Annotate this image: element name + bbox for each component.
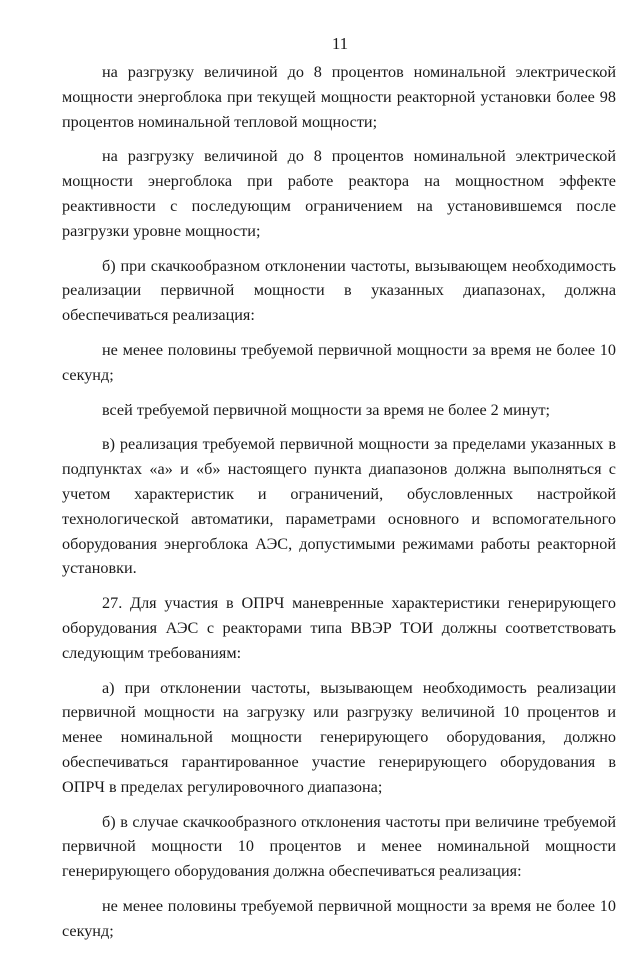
- paragraph: не менее половины требуемой первичной мощности за время не более 10 секунд;: [62, 340, 616, 384]
- paragraph: не менее половины требуемой первичной мощности за время не более 10 секунд;: [62, 896, 616, 940]
- paragraph: б) при скачкообразном отклонении частоты, вызывающем необходимость реализации первичной мощности в указанных диапазонах, должна обеспечиваться реализация:: [62, 256, 616, 325]
- paragraph: а) при отклонении частоты, вызывающем необходимость реализации первичной мощности на загрузку или разгрузку величиной 10 процентов и менее номинальной мощности генерирующего оборудования, должно обеспечиваться гарантированное участие генерирующего оборудования в ОПРЧ в пределах регулировочного диапазона;: [62, 678, 616, 796]
- paragraph: 27. Для участия в ОПРЧ маневренные характеристики генерирующего оборудования АЭС с реакторами типа ВВЭР ТОИ должны соответствовать следующим требованиям:: [62, 594, 616, 662]
- page-number: 11: [331, 34, 349, 53]
- document-body: [62, 60, 616, 954]
- paragraph: на разгрузку величиной до 8 процентов номинальной электрической мощности энергоблока при текущей мощности реакторной установки более 98 процентов номинальной тепловой мощности;: [62, 63, 616, 131]
- paragraph: б) в случае скачкообразного отклонения частоты при величине требуемой первичной мощности 10 процентов и менее номинальной мощности генерирующего оборудования должна обеспечиваться реализация:: [62, 812, 616, 881]
- paragraph: в) реализация требуемой первичной мощности за пределами указанных в подпунктах «а» и «б» настоящего пункта диапазонов должна выполняться с учетом характеристик и ограничений, обусловленных настройкой технологической автоматики, параметрами основного и вспомогательного оборудования энергоблока АЭС, допустимыми режимами работы реакторной установки.: [62, 435, 616, 578]
- paragraph: на разгрузку величиной до 8 процентов номинальной электрической мощности энергоблока при работе реактора на мощностном эффекте реактивности с последующим ограничением на установившемся после разгрузки уровне мощности;: [62, 147, 616, 240]
- paragraph: всей требуемой первичной мощности за время не более 2 минут;: [102, 400, 551, 419]
